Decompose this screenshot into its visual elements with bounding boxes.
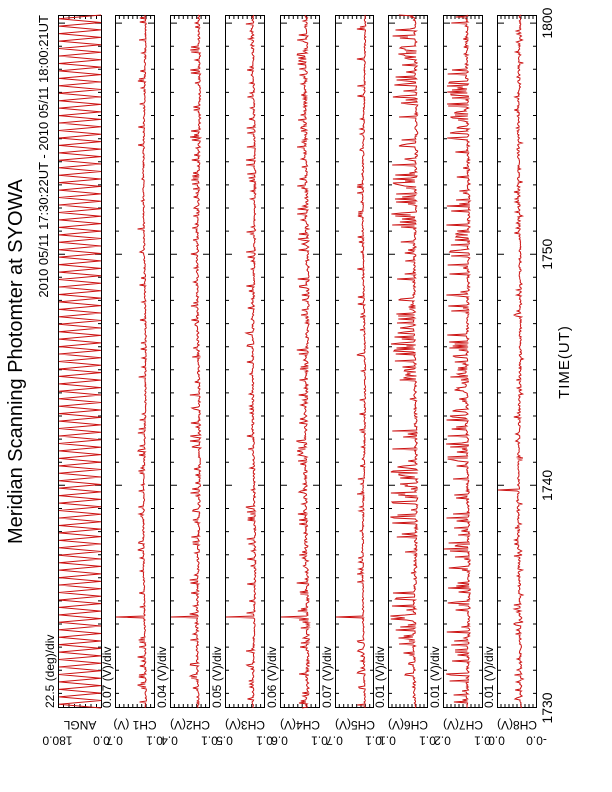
panel-ch6-ymin-label: 0.1: [419, 733, 436, 748]
panel-ch8-ymax-label: 0.0: [488, 733, 505, 748]
panel-angl-ymin-label: 0.0: [93, 733, 110, 748]
panel-ch3-plot: [225, 15, 265, 708]
panel-ch1-div-label: 0.07 (V)/div: [100, 646, 114, 708]
panel-ch5-trace: [336, 15, 366, 708]
panel-ch8-name-label: CH8(V): [497, 718, 538, 732]
panel-angl-frame: [59, 16, 102, 708]
panel-ch3-trace: [226, 15, 256, 708]
panel-ch5-name-label: CH5(V): [334, 718, 375, 732]
panel-ch1-trace: [116, 15, 146, 708]
panel-ch1-name-label: CH1 (V): [113, 718, 157, 732]
panel-ch5-ymax-label: 0.7: [326, 733, 343, 748]
panel-ch6-plot: [388, 15, 428, 708]
panel-angl-name-label: ANGL: [63, 718, 97, 732]
panel-ch7-name-label: CH7(V): [443, 718, 484, 732]
panel-angl-div-label: 22.5 (deg)/div: [43, 634, 57, 708]
panel-ch3-ymax-label: 0.5: [216, 733, 233, 748]
panel-ch5-ticks: [336, 16, 373, 707]
panel-ch6-ymax-label: 0.1: [379, 733, 396, 748]
panel-angl-plot: [58, 15, 102, 708]
panel-ch8-plot: [497, 15, 537, 708]
panel-ch3-frame: [226, 16, 265, 708]
panel-ch3-ymin-label: 0.1: [256, 733, 273, 748]
panel-ch2-plot: [170, 15, 210, 708]
panel-ch7-trace: [444, 15, 470, 708]
panel-ch7-ymax-label: 0.2: [434, 733, 451, 748]
panel-ch5-frame: [336, 16, 374, 708]
panel-ch5-div-label: 0.07 (V)/div: [320, 646, 334, 708]
panel-ch2-frame: [171, 16, 210, 708]
panel-ch8-div-label: 0.01 (V)/div: [482, 646, 496, 708]
panel-ch8-trace: [498, 15, 523, 708]
time-tick-label-1800: 1800: [539, 7, 555, 39]
panel-ch5-plot: [335, 15, 374, 708]
panel-ch4-div-label: 0.06 (V)/div: [265, 646, 279, 708]
panel-ch6-name-label: CH6(V): [388, 718, 429, 732]
time-tick-label-1730: 1730: [539, 692, 555, 724]
panel-ch4-trace: [281, 15, 309, 708]
panel-ch4-plot: [280, 15, 320, 708]
time-axis-title: TIME(UT): [556, 325, 573, 399]
panel-ch8-ymin-label: -0.0: [526, 733, 547, 748]
panel-ch1-ticks: [116, 16, 154, 707]
panel-ch7-ymin-label: 0.1: [474, 733, 491, 748]
date-range-subtitle: 2010 05/11 17:30:22UT - 2010 05/11 18:00:21UT: [36, 15, 51, 298]
panel-ch4-ymax-label: 0.6: [271, 733, 288, 748]
panel-ch5-ymin-label: 0.1: [365, 733, 382, 748]
plot-title: Meridian Scanning Photomter at SYOWA: [5, 179, 27, 544]
panel-ch3-div-label: 0.05 (V)/div: [210, 646, 224, 708]
panel-ch3-ticks: [226, 16, 264, 707]
time-tick-label-1740: 1740: [539, 469, 555, 501]
panel-angl-ymax-label: 180.0: [42, 733, 73, 748]
panel-ch8-ticks: [498, 16, 536, 707]
panel-ch4-name-label: CH4(V): [280, 718, 321, 732]
panel-ch4-ymin-label: 0.1: [311, 733, 328, 748]
panel-ch6-trace: [390, 15, 417, 708]
panel-ch3-name-label: CH3(V): [225, 718, 266, 732]
panel-ch2-ymax-label: 0.4: [161, 733, 178, 748]
panel-angl-trace: [59, 15, 101, 708]
panel-ch7-plot: [443, 15, 483, 708]
panel-ch2-name-label: CH2(V): [170, 718, 211, 732]
panel-ch2-ymin-label: 0.1: [201, 733, 218, 748]
panel-ch2-div-label: 0.04 (V)/div: [155, 646, 169, 708]
panel-ch1-ymin-label: 0.1: [146, 733, 163, 748]
panel-ch7-div-label: 0.01 (V)/div: [428, 646, 442, 708]
panel-ch6-div-label: 0.01 (V)/div: [373, 646, 387, 708]
panel-ch8-frame: [498, 16, 537, 708]
panel-ch1-frame: [116, 16, 155, 708]
panel-ch2-trace: [171, 15, 201, 708]
panel-ch1-plot: [115, 15, 155, 708]
panel-ch2-ticks: [171, 16, 209, 707]
panel-ch1-ymax-label: 0.7: [106, 733, 123, 748]
time-tick-label-1750: 1750: [539, 238, 555, 270]
